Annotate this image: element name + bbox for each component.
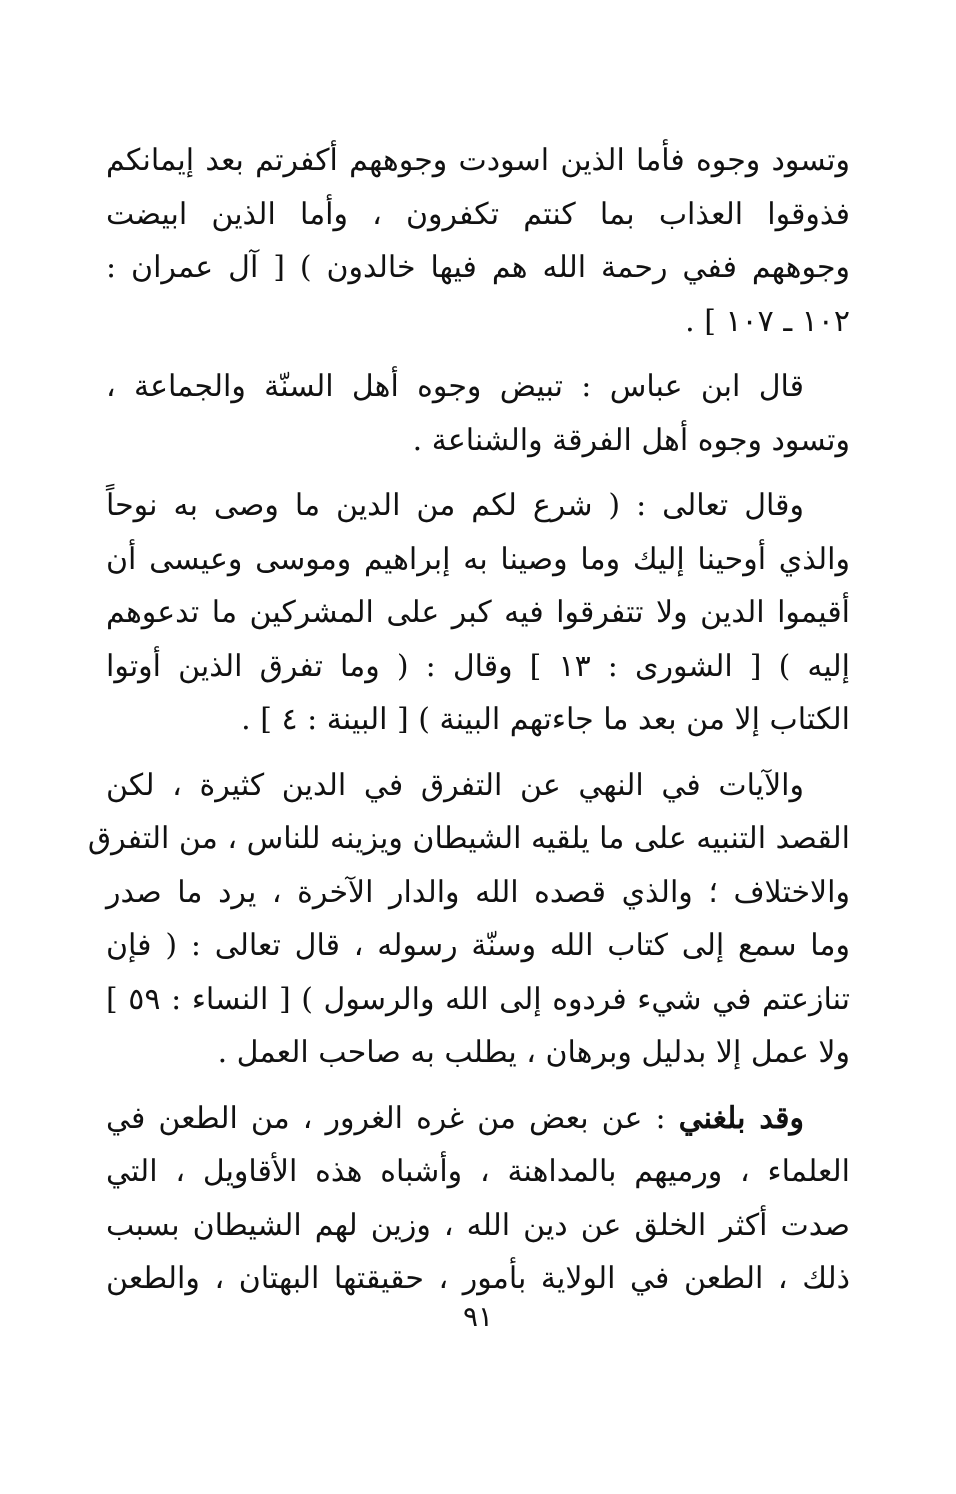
- text-line: وقال تعالى : ( شرع لكم من الدين ما وصى به نوحاً: [106, 488, 804, 523]
- text-line: فذوقوا العذاب بما كنتم تكفرون ، وأما الذين ابيضت: [106, 196, 850, 232]
- page-number: ٩١: [462, 1300, 494, 1333]
- text-line: ١٠٢ ـ ١٠٧ ] .: [685, 303, 850, 339]
- text-line: الكتاب إلا من بعد ما جاءتهم البينة ) [ البينة : ٤ ] .: [241, 702, 850, 737]
- text-line: إليه ) [ الشورى : ١٣ ] وقال : ( وما تفرق الذين أوتوا: [106, 648, 851, 684]
- bold-lead-phrase: وقد بلغني: [678, 1100, 804, 1136]
- text-line: وما سمع إلى كتاب الله وسنّة رسوله ، قال تعالى : ( فإن: [106, 928, 850, 963]
- text-line: العلماء ، ورميهم بالمداهنة ، وأشباه هذه الأقاويل ، التي: [106, 1154, 850, 1189]
- text-line: والآيات في النهي عن التفرق في الدين كثيرة ، لكن: [106, 767, 804, 803]
- text-line: القصد التنبيه على ما يلقيه الشيطان ويزينه للناس ، من التفرق: [87, 821, 850, 856]
- text-line: [106, 1092, 850, 1146]
- paragraph-5: [106, 1092, 850, 1306]
- text-line: صدت أكثر الخلق عن دين الله ، وزين لهم الشيطان بسبب: [106, 1207, 850, 1243]
- text-line: ذلك ، الطعن في الولاية بأمور ، حقيقتها البهتان ، والطعن: [106, 1261, 850, 1296]
- text-line: تنازعتم في شيء فردوه إلى الله والرسول ) [ النساء : ٥٩ ]: [106, 981, 850, 1017]
- text-line: أقيموا الدين ولا تتفرقوا فيه كبر على المشركين ما تدعوهم: [106, 595, 850, 630]
- text-line: والذي أوحينا إليك وما وصينا به إبراهيم وموسى وعيسى أن: [106, 541, 850, 577]
- paragraph-2: [106, 360, 850, 467]
- text-line: والاختلاف ؛ والذي قصده الله والدار الآخرة ، يرد ما صدر: [106, 874, 850, 910]
- paragraph-3: [106, 479, 850, 747]
- page-body-text: [87, 134, 851, 1318]
- paragraph-1: [106, 134, 850, 348]
- text-line: وتسود وجوه فأما الذين اسودت وجوههم أكفرتم بعد إيمانكم: [106, 143, 850, 178]
- paragraph-4: [87, 759, 850, 1080]
- text-line: وتسود وجوه أهل الفرقة والشناعة .: [412, 422, 850, 458]
- text-line: ولا عمل إلا بدليل وبرهان ، يطلب به صاحب العمل .: [217, 1035, 850, 1070]
- text-line: قال ابن عباس : تبيض وجوه أهل السنّة والجماعة ،: [106, 369, 804, 404]
- text-line-rest: : عن بعض من غره الغرور ، من الطعن في: [106, 1100, 666, 1136]
- text-line: وجوههم ففي رحمة الله هم فيها خالدون ) [ آل عمران :: [106, 250, 850, 285]
